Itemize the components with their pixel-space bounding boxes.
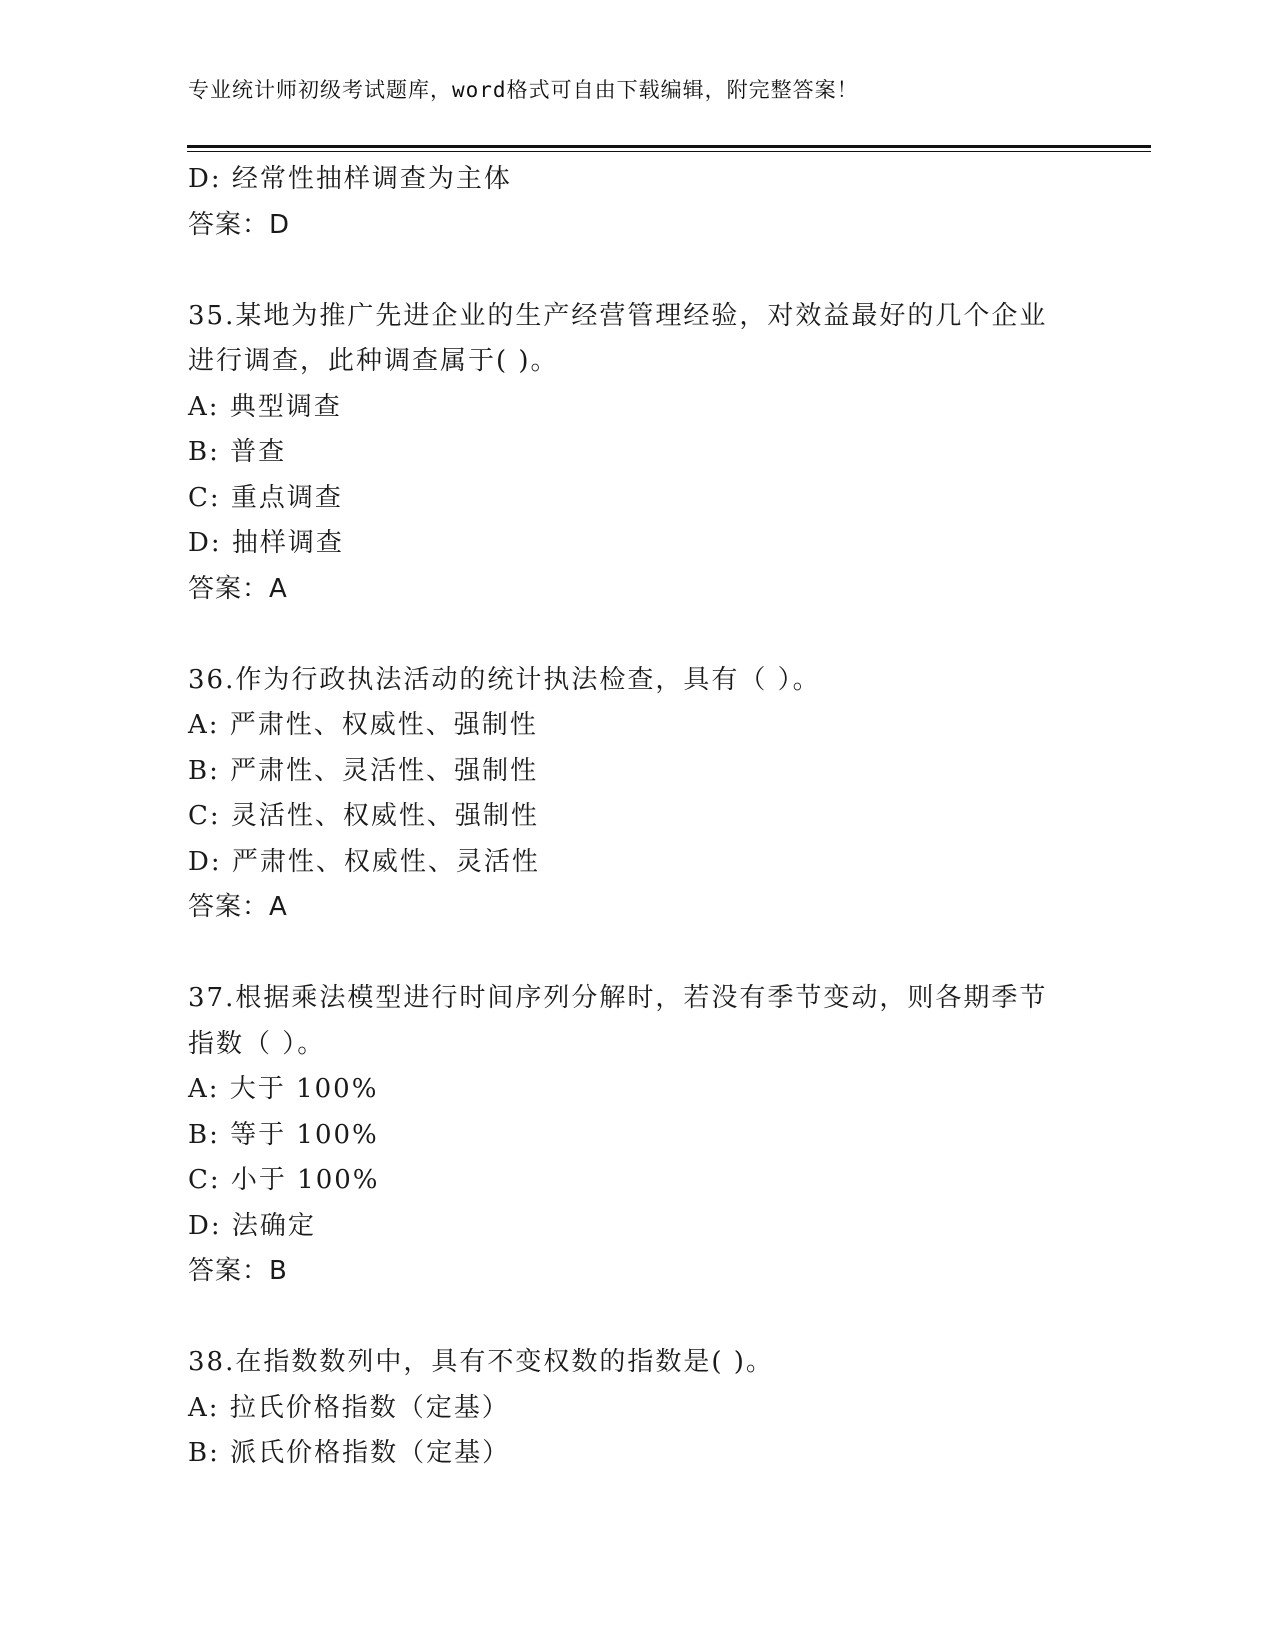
- option-a: A: 拉氏价格指数（定基）: [188, 1392, 510, 1423]
- answer-line: 答案：A: [188, 573, 288, 604]
- option-b: B: 严肃性、灵活性、强制性: [188, 755, 539, 786]
- option-d: D: 严肃性、权威性、灵活性: [188, 846, 540, 877]
- answer-line: 答案：A: [188, 892, 288, 922]
- option-d: D: 经常性抽样调查为主体: [188, 164, 512, 194]
- option-a: A: 严肃性、权威性、强制性: [188, 710, 538, 740]
- option-d: D: 法确定: [188, 1210, 316, 1241]
- header-rule-thin: [187, 151, 1151, 152]
- spacer: [188, 612, 1088, 658]
- option-d: D: 抽样调查: [188, 528, 344, 558]
- header-rule-thick: [187, 145, 1151, 148]
- question-stem: 36.作为行政执法活动的统计执法检查，具有（ ）。: [188, 664, 821, 695]
- spacer: [188, 248, 1088, 294]
- question-stem: 指数（ ）。: [188, 1028, 326, 1059]
- option-b: B: 等于 100%: [188, 1119, 379, 1150]
- spacer: [188, 1295, 1088, 1341]
- page-header: 专业统计师初级考试题库，word格式可自由下载编辑，附完整答案！: [188, 78, 859, 102]
- option-c: C: 重点调查: [188, 482, 343, 513]
- option-a: A: 大于 100%: [188, 1074, 379, 1104]
- option-b: B: 普查: [188, 437, 287, 467]
- question-content: [188, 157, 1088, 1477]
- option-c: C: 灵活性、权威性、强制性: [188, 801, 539, 831]
- question-stem: 进行调查，此种调查属于( )。: [188, 346, 559, 376]
- answer-line: 答案：D: [188, 209, 291, 240]
- option-c: C: 小于 100%: [188, 1165, 380, 1195]
- option-b: B: 派氏价格指数（定基）: [188, 1438, 511, 1468]
- question-stem: 38.在指数数列中，具有不变权数的指数是( )。: [188, 1347, 774, 1377]
- answer-line: 答案：B: [188, 1256, 288, 1286]
- spacer: [188, 931, 1088, 977]
- question-stem: 35.某地为推广先进企业的生产经营管理经验，对效益最好的几个企业: [188, 300, 1048, 331]
- question-stem: 37.根据乘法模型进行时间序列分解时，若没有季节变动，则各期季节: [188, 983, 1048, 1013]
- option-a: A: 典型调查: [188, 391, 342, 422]
